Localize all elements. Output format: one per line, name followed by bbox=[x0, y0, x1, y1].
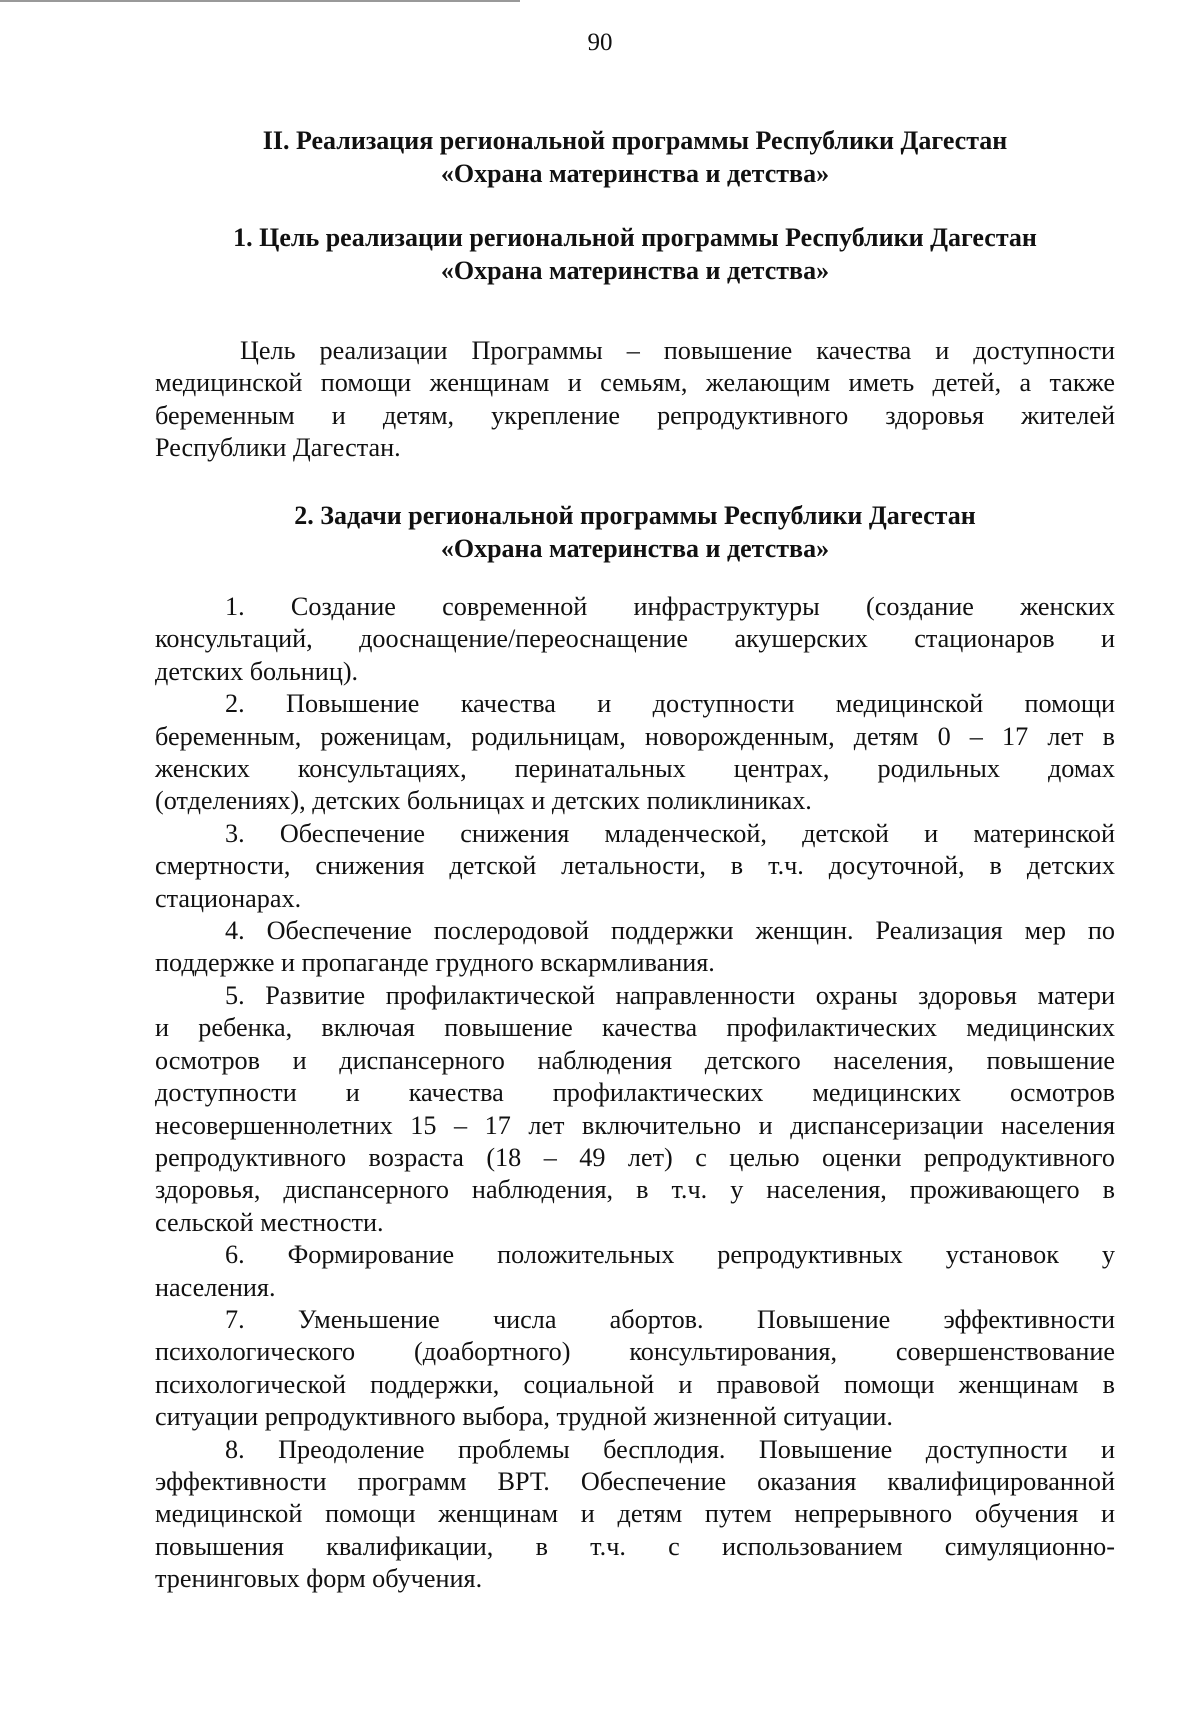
task-line: психологической поддержки, социальной и правовой помощи женщинам в bbox=[155, 1369, 1115, 1399]
task-line: (отделениях), детских больницах и детских поликлиниках. bbox=[155, 786, 812, 816]
task-line: и ребенка, включая повышение качества профилактических медицинских bbox=[155, 1013, 1115, 1043]
scan-edge-line bbox=[0, 0, 520, 2]
task-line: 8. Преодоление проблемы бесплодия. Повышение доступности и bbox=[225, 1434, 1115, 1464]
task-line: 2. Повышение качества и доступности медицинской помощи bbox=[225, 689, 1115, 719]
task-line: сельской местности. bbox=[155, 1207, 384, 1237]
tasks-heading bbox=[150, 499, 1120, 565]
task-item-4 bbox=[155, 915, 1115, 980]
task-line: беременным, роженицам, родильницам, новорожденным, детям 0 – 17 лет в bbox=[155, 721, 1115, 751]
goal-heading-line-2: «Охрана материнства и детства» bbox=[440, 256, 830, 285]
task-item-6 bbox=[155, 1239, 1115, 1304]
task-line: психологического (доабортного) консультирования, совершенствование bbox=[155, 1337, 1115, 1367]
task-line: детских больниц). bbox=[155, 656, 359, 686]
task-line: повышения квалификации, в т.ч. с использованием симуляционно- bbox=[155, 1531, 1115, 1561]
task-line: 1. Создание современной инфраструктуры (создание женских bbox=[225, 592, 1115, 621]
task-line: тренинговых форм обучения. bbox=[155, 1564, 483, 1594]
tasks-heading-line-2: «Охрана материнства и детства» bbox=[440, 534, 830, 563]
task-item-5 bbox=[155, 980, 1115, 1239]
section-heading bbox=[150, 124, 1120, 190]
task-item-1 bbox=[155, 591, 1115, 688]
task-line: медицинской помощи женщинам и детям путем непрерывного обучения и bbox=[155, 1499, 1115, 1529]
task-line: 7. Уменьшение числа абортов. Повышение эффективности bbox=[225, 1304, 1115, 1334]
task-line: репродуктивного возраста (18 – 49 лет) с целью оценки репродуктивного bbox=[155, 1142, 1115, 1172]
task-line: стационарах. bbox=[155, 883, 302, 913]
task-line: несовершеннолетних 15 – 17 лет включительно и диспансеризации населения bbox=[155, 1110, 1115, 1140]
task-line: консультаций, дооснащение/переоснащение акушерских стационаров и bbox=[155, 624, 1115, 654]
task-line: 4. Обеспечение послеродовой поддержки женщин. Реализация мер по bbox=[225, 916, 1115, 946]
task-line: смертности, снижения детской летальности, в т.ч. досуточной, в детских bbox=[155, 851, 1115, 881]
task-line: женских консультациях, перинатальных центрах, родильных домах bbox=[155, 754, 1115, 784]
tasks-list bbox=[155, 591, 1115, 1596]
goal-heading bbox=[150, 221, 1120, 287]
task-line: ситуации репродуктивного выбора, трудной жизненной ситуации. bbox=[155, 1402, 893, 1432]
goal-text-line: Цель реализации Программы – повышение качества и доступности bbox=[240, 336, 1115, 365]
task-line: 5. Развитие профилактической направленности охраны здоровья матери bbox=[225, 980, 1115, 1010]
goal-text-line: медицинской помощи женщинам и семьям, желающим иметь детей, а также bbox=[155, 368, 1115, 398]
task-line: осмотров и диспансерного наблюдения детского населения, повышение bbox=[155, 1045, 1115, 1075]
tasks-heading-line-1: 2. Задачи региональной программы Республики Дагестан bbox=[294, 501, 976, 530]
task-item-3 bbox=[155, 818, 1115, 915]
goal-paragraph bbox=[155, 335, 1115, 465]
task-line: доступности и качества профилактических медицинских осмотров bbox=[155, 1078, 1115, 1108]
task-line: поддержке и пропаганде грудного вскармливания. bbox=[155, 948, 715, 978]
section-heading-line-2: «Охрана материнства и детства» bbox=[440, 159, 830, 188]
task-line: населения. bbox=[155, 1272, 276, 1302]
goal-heading-line-1: 1. Цель реализации региональной программы Республики Дагестан bbox=[233, 223, 1037, 252]
task-item-7 bbox=[155, 1304, 1115, 1434]
task-line: эффективности программ ВРТ. Обеспечение оказания квалифицированной bbox=[155, 1466, 1115, 1496]
goal-text-line: Республики Дагестан. bbox=[155, 433, 401, 463]
task-line: 3. Обеспечение снижения младенческой, детской и материнской bbox=[225, 818, 1115, 848]
task-item-8 bbox=[155, 1434, 1115, 1596]
section-heading-line-1: II. Реализация региональной программы Республики Дагестан bbox=[262, 126, 1008, 155]
task-line: здоровья, диспансерного наблюдения, в т.ч. у населения, проживающего в bbox=[155, 1175, 1115, 1205]
page-number: 90 bbox=[587, 29, 613, 56]
goal-text-line: беременным и детям, укрепление репродуктивного здоровья жителей bbox=[155, 400, 1115, 430]
task-item-2 bbox=[155, 688, 1115, 818]
task-line: 6. Формирование положительных репродуктивных установок у bbox=[225, 1240, 1115, 1270]
